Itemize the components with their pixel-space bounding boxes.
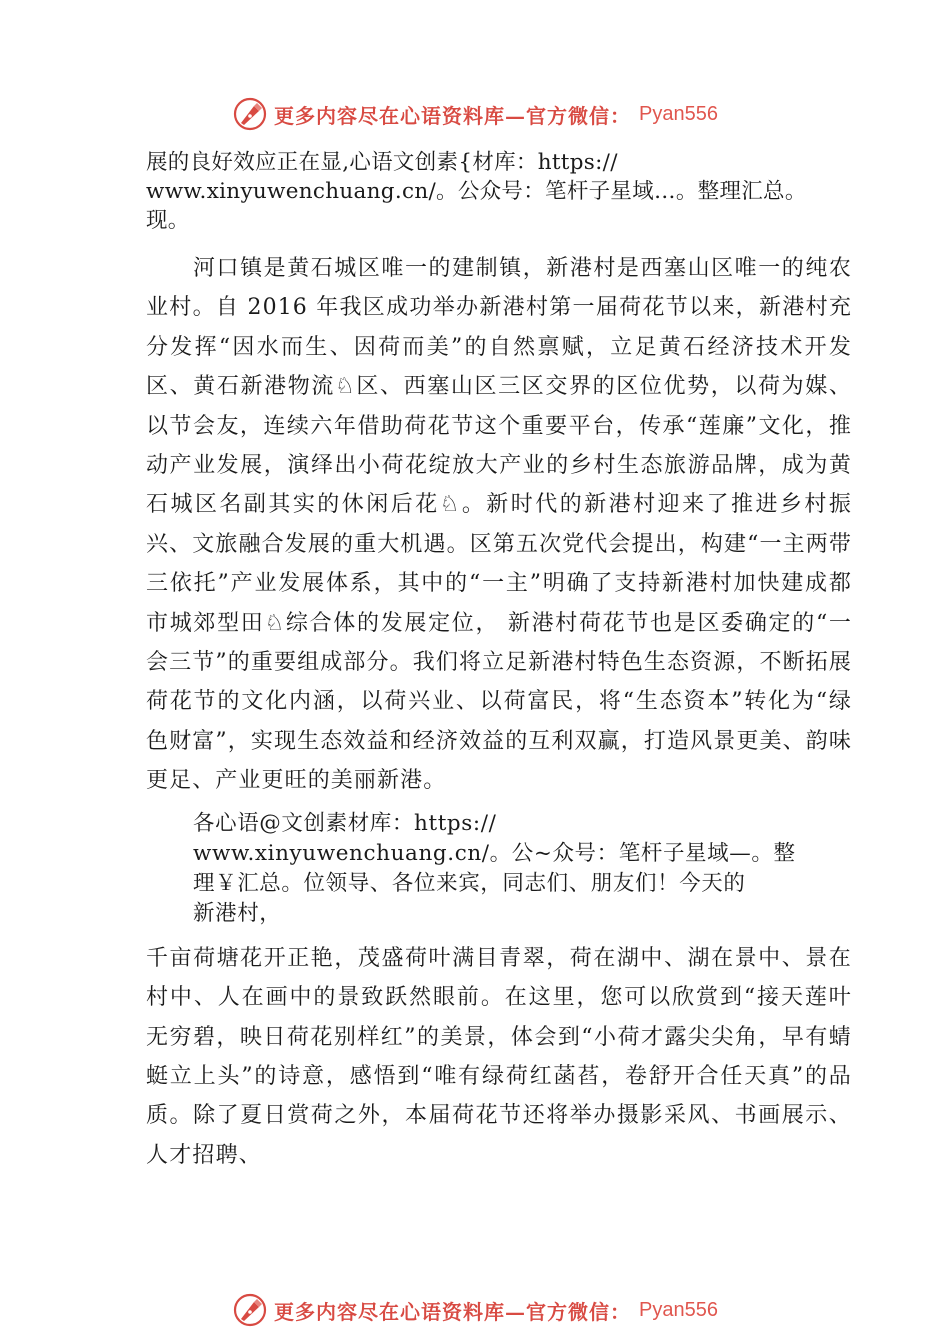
header-banner	[0, 92, 950, 136]
wechat-id: Pyan556	[639, 102, 718, 125]
quote-paragraph: 各心语@文创素材库：https:// www.xinyuwenchuang.cn/。公~众号：笔杆子星域—。整 理￥汇总。位领导、各位来宾，同志们、朋友们！今天的 新港村，	[193, 810, 796, 926]
main-paragraph: 河口镇是黄石城区唯一的建制镇，新港村是西塞山区唯一的纯农业村。自 2016 年我区成功举办新港村第一届荷花节以来，新港村充分发挥“因水而生、因荷而美”的自然禀赋，立足黄石经济技术开发区、黄石新港物流♘区、西塞山区三区交界的区位优势，以荷为媒、以节会友，连续六年借助荷花节这个重要平台，传承“莲廉”文化，推动产业发展，演绎出小荷花绽放大产业的乡村生态旅游品牌，成为黄石城区名副其实的休闲后花♘。新时代的新港村迎来了推进乡村振兴、文旅融合发展的重大机遇。区第五次党代会提出，构建“一主两带三依托”产业发展体系，其中的“一主”明确了支持新港村加快建成都市城郊型田♘综合体的发展定位， 新港村荷花节也是区委确定的“一会三节”的重要组成部分。我们将立足新港村特色生态资源，不断拓展荷花节的文化内涵，以荷兴业、以荷富民，将“生态资本”转化为“绿色财富”，实现生态效益和经济效益的互利双赢，打造风景更美、韵味更足、产业更旺的美丽新港。	[146, 256, 852, 794]
banner-text: 更多内容尽在心语资料库—官方微信：	[274, 103, 632, 128]
document-body	[146, 148, 852, 1175]
pen-nib-logo-icon	[232, 1292, 268, 1328]
pen-nib-logo-icon	[232, 96, 268, 132]
closing-paragraph: 千亩荷塘花开正艳，茂盛荷叶满目青翠，荷在湖中、湖在景中、景在村中、人在画中的景致跃然眼前。在这里，您可以欣赏到“接天莲叶无穷碧，映日荷花别样红”的美景，体会到“小荷才露尖尖角，早有蜻蜓立上头”的诗意，感悟到“唯有绿荷红菡萏，卷舒开合任天真”的品质。除了夏日赏荷之外，本届荷花节还将举办摄影采风、书画展示、人才招聘、	[146, 945, 852, 1168]
wechat-id: Pyan556	[639, 1298, 718, 1321]
footer-banner	[0, 1288, 950, 1332]
intro-paragraph: 展的良好效应正在显,心语文创素{材库：https:// www.xinyuwenchuang.cn/。公众号：笔杆子星域…。整理汇总。 现。	[146, 150, 807, 233]
banner-text: 更多内容尽在心语资料库—官方微信：	[274, 1299, 632, 1324]
